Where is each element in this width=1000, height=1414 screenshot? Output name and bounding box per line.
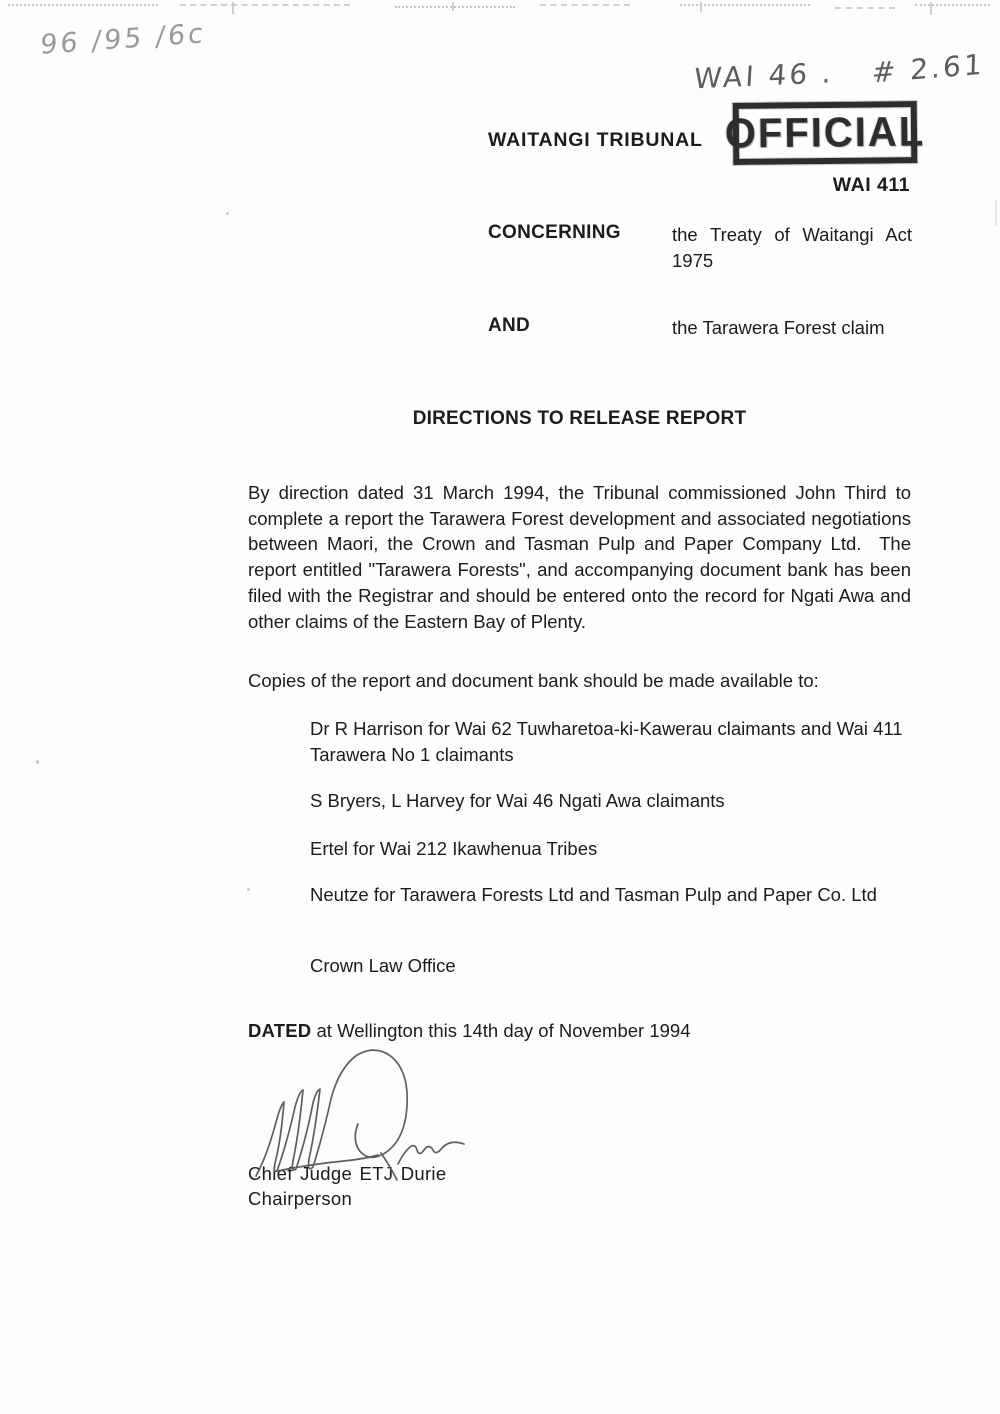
recipient-item: S Bryers, L Harvey for Wai 46 Ngati Awa claimants	[310, 790, 725, 811]
dated-line	[248, 1020, 691, 1042]
document-heading: DIRECTIONS TO RELEASE REPORT	[412, 408, 747, 429]
recipient-item: Dr R Harrison for Wai 62 Tuwharetoa-ki-Kawerau claimants and Wai 411 Tarawera No 1 claimants	[310, 718, 903, 765]
handwritten-file-number: 96 /95 /6c	[39, 18, 207, 61]
scan-artifact	[36, 760, 39, 764]
tribunal-title: WAITANGI TRIBUNAL	[488, 129, 703, 151]
recipient-item: Crown Law Office	[310, 955, 456, 976]
recipient-item: Ertel for Wai 212 Ikawhenua Tribes	[310, 838, 598, 859]
concerning-text: the Treaty of Waitangi Act 1975	[672, 224, 912, 271]
handwritten-doc-number: # 2.61	[871, 47, 986, 90]
concerning-label: CONCERNING	[488, 222, 621, 243]
scan-artifact	[915, 4, 990, 6]
and-label: AND	[488, 315, 531, 336]
signatory-name: Chief Judge ETJ Durie	[248, 1163, 447, 1184]
recipient-item: Neutze for Tarawera Forests Ltd and Tasman Pulp and Paper Co. Ltd	[310, 884, 877, 905]
and-text: the Tarawera Forest claim	[672, 317, 885, 338]
official-stamp	[724, 101, 926, 165]
scan-artifact	[8, 4, 158, 6]
paragraph-commission: By direction dated 31 March 1994, the Tribunal commissioned John Third to complete a report the Tarawera Forest development and associated negotiations between Maori, the Crown and Tasman Pulp and Paper Company Ltd. The report entitled "Tarawera Forests", and accompanying document bank has been filed with the Registrar and should be entered onto the record for Ngati Awa and other claims of the Eastern Bay of Plenty.	[248, 482, 917, 632]
scan-artifact	[995, 200, 997, 226]
scan-artifact	[247, 888, 250, 891]
signatory-title: Chairperson	[248, 1188, 353, 1209]
signature	[252, 1046, 474, 1184]
scan-artifact	[180, 4, 350, 6]
handwritten-claim-reference	[693, 47, 986, 96]
scan-artifact	[452, 2, 454, 11]
scan-artifact	[700, 2, 702, 12]
claim-number: WAI 411	[832, 174, 910, 196]
paragraph-copies: Copies of the report and document bank should be made available to:	[248, 670, 819, 691]
official-stamp-text: OFFICIAL	[724, 108, 926, 157]
scan-artifact	[226, 212, 229, 215]
scan-artifact	[232, 2, 234, 14]
scan-artifact	[395, 6, 515, 8]
dated-text: at Wellington this 14th day of November 1994	[311, 1020, 691, 1041]
dated-label: DATED	[248, 1020, 312, 1041]
scan-artifact	[540, 4, 630, 6]
scan-artifact	[835, 7, 895, 9]
scan-artifact	[930, 2, 932, 15]
handwritten-wai-number: WAI 46 .	[693, 56, 835, 96]
